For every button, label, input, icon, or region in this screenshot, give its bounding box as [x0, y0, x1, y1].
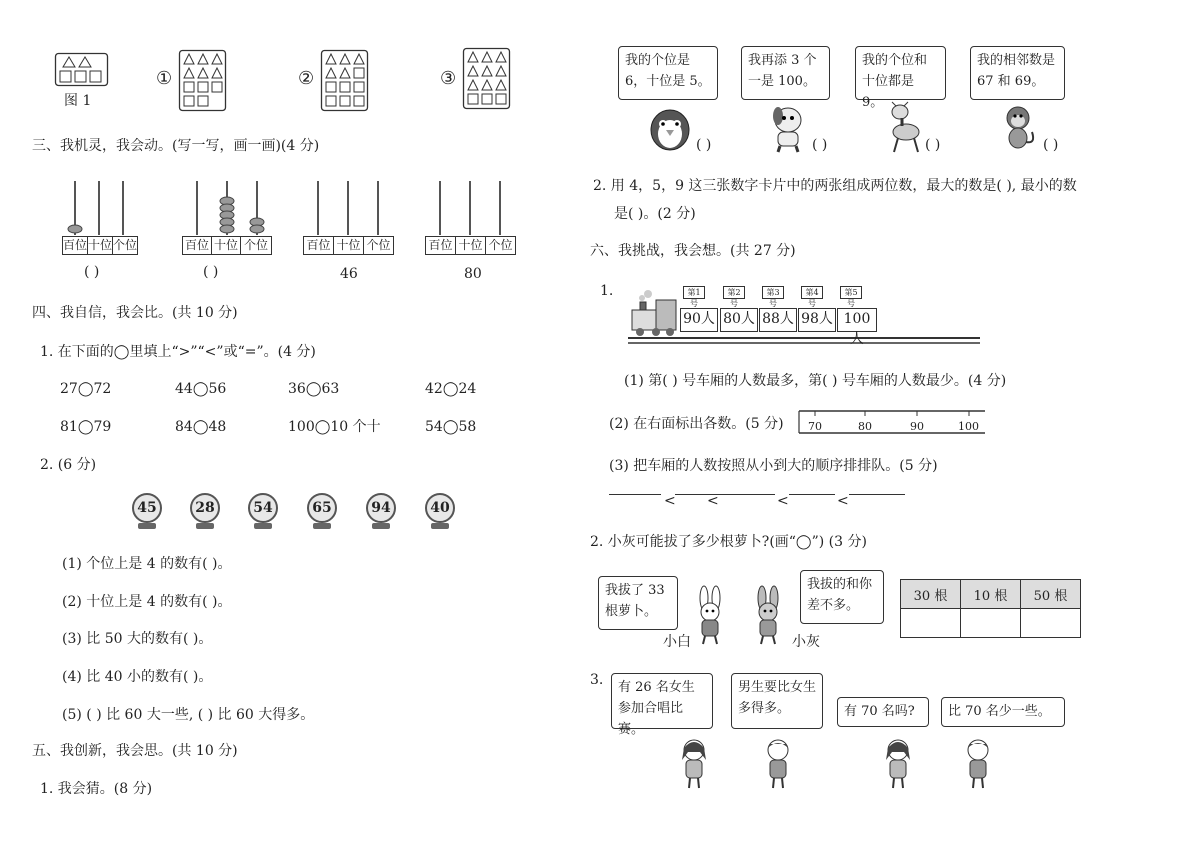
figure-option-1 [179, 50, 227, 112]
train-car-4: 98人 [798, 308, 836, 332]
section-6-q1-number: 1. [600, 283, 614, 299]
carrot-option-label: 50 根 [1021, 580, 1081, 609]
train-car-5: 100人 [837, 308, 877, 332]
number-medal: 65 [307, 493, 337, 523]
sub-question-4[interactable]: (4) 比 40 小的数有( )。 [62, 669, 213, 685]
speech-bubble-xiaobai: 我拔了 33 根萝卜。 [598, 576, 678, 630]
guess-answer-penguin[interactable]: ( ) [696, 137, 712, 153]
guess-answer-dog[interactable]: ( ) [812, 137, 828, 153]
locomotive-icon [630, 296, 680, 336]
section-4-q2: 2. (6 分) [40, 457, 97, 473]
train-car-1: 90人 [680, 308, 718, 332]
section-6-title: 六、我挑战，我会想。(共 27 分) [590, 243, 796, 259]
figure-label-2: ② [298, 68, 315, 89]
section-4-title: 四、我自信，我会比。(共 10 分) [32, 305, 238, 321]
carrot-option-answer-cell[interactable] [901, 609, 961, 638]
section-6-sub1[interactable]: (1) 第( ) 号车厢的人数最多，第( ) 号车厢的人数最少。(4 分) [624, 373, 1007, 389]
name-xiaohui: 小灰 [792, 634, 820, 650]
less-than-sign: < [664, 493, 676, 509]
compare-item[interactable]: 84◯48 [175, 419, 227, 435]
car-flag-1: 第1号 [683, 286, 705, 299]
train-car-2: 80人 [720, 308, 758, 332]
less-than-sign: < [837, 493, 849, 509]
figure-label-3: ③ [440, 68, 457, 89]
girl-icon [880, 738, 916, 788]
speech-bubble-monkey: 我的相邻数是 67 和 69。 [970, 46, 1065, 100]
speech-bubble-penguin: 我的个位是 6，十位是 5。 [618, 46, 718, 100]
abacus-4-rods [427, 181, 499, 237]
sub-question-2[interactable]: (2) 十位上是 4 的数有( )。 [62, 594, 232, 610]
car-flag-4: 第4号 [801, 286, 823, 299]
number-line-tick: 90 [910, 420, 924, 433]
dog-icon [768, 104, 808, 152]
number-line-tick: 80 [858, 420, 872, 433]
sub-question-3[interactable]: (3) 比 50 大的数有( )。 [62, 631, 213, 647]
section-5-title: 五、我创新，我会思。(共 10 分) [32, 743, 238, 759]
order-blank[interactable] [719, 494, 775, 495]
boy-icon [960, 738, 996, 788]
compare-item[interactable]: 100◯10 个十 [288, 419, 381, 435]
compare-item[interactable]: 44◯56 [175, 381, 227, 397]
figure-option-3 [463, 48, 511, 110]
abacus-1-label-tens: 十位 [87, 236, 113, 255]
compare-item[interactable]: 42◯24 [425, 381, 477, 397]
abacus-4-number: 80 [464, 266, 482, 282]
sub-question-5[interactable]: (5) ( ) 比 60 大一些, ( ) 比 60 大得多。 [62, 707, 315, 723]
abacus-2-answer[interactable]: ( ) [203, 264, 219, 280]
guess-answer-deer[interactable]: ( ) [925, 137, 941, 153]
right-q2-line2: 是( )。(2 分) [614, 206, 696, 222]
speech-bubble-girl-2: 有 70 名吗? [837, 697, 929, 727]
speech-bubble-boy-1: 男生要比女生多得多。 [731, 673, 823, 729]
section-6-sub2: (2) 在右面标出各数。(5 分) [609, 416, 784, 432]
abacus-1-rods [63, 181, 135, 237]
section-6-q2: 2. 小灰可能拔了多少根萝卜?(画“◯”) (3 分) [590, 534, 867, 550]
compare-item[interactable]: 36◯63 [288, 381, 340, 397]
abacus-1-label-hundreds: 百位 [62, 236, 88, 255]
sub-question-1[interactable]: (1) 个位上是 4 的数有( )。 [62, 556, 232, 572]
section-5-q1: 1. 我会猜。(8 分) [40, 781, 153, 797]
carrot-option-label: 30 根 [901, 580, 961, 609]
section-4-q1: 1. 在下面的◯里填上“>”“<”或“=”。(4 分) [40, 344, 316, 360]
less-than-sign: < [707, 493, 719, 509]
train-car-3: 88人 [759, 308, 797, 332]
number-medal: 28 [190, 493, 220, 523]
abacus-4-label-ones: 个位 [485, 236, 516, 255]
abacus-3-label-hundreds: 百位 [303, 236, 334, 255]
number-medal: 94 [366, 493, 396, 523]
less-than-sign: < [777, 493, 789, 509]
monkey-icon [998, 104, 1038, 152]
speech-bubble-boy-2: 比 70 名少一些。 [941, 697, 1065, 727]
speech-bubble-deer: 我的个位和十位都是 9。 [855, 46, 946, 100]
car-flag-3: 第3号 [762, 286, 784, 299]
abacus-4-label-hundreds: 百位 [425, 236, 456, 255]
car-flag-2: 第2号 [723, 286, 745, 299]
carrot-option-answer-cell[interactable] [1021, 609, 1081, 638]
section-3-title: 三、我机灵，我会动。(写一写，画一画)(4 分) [32, 138, 320, 154]
rail-track [628, 337, 982, 345]
speech-bubble-girl-1: 有 26 名女生参加合唱比赛。 [611, 673, 713, 729]
right-q2-line1: 2. 用 4，5，9 这三张数字卡片中的两张组成两位数，最大的数是( ), 最小的数 [593, 178, 1077, 194]
abacus-4-label-tens: 十位 [455, 236, 486, 255]
figure-1-caption: 图 1 [64, 93, 92, 109]
abacus-2-label-hundreds: 百位 [182, 236, 212, 255]
figure-option-2 [321, 50, 369, 112]
number-medal: 40 [425, 493, 455, 523]
abacus-3-label-tens: 十位 [333, 236, 364, 255]
order-blank[interactable] [789, 494, 835, 495]
penguin-icon [648, 106, 692, 152]
abacus-1-label-ones: 个位 [112, 236, 138, 255]
number-medal: 45 [132, 493, 162, 523]
order-blank[interactable] [609, 494, 661, 495]
car-flag-5: 第5号 [840, 286, 862, 299]
rabbit-white-icon [690, 588, 730, 644]
carrot-option-answer-cell[interactable] [961, 609, 1021, 638]
abacus-3-number: 46 [340, 266, 358, 282]
speech-bubble-xiaohui: 我拔的和你差不多。 [800, 570, 884, 624]
compare-item[interactable]: 81◯79 [60, 419, 112, 435]
name-xiaobai: 小白 [663, 634, 691, 650]
abacus-2-rods [185, 181, 257, 237]
carrot-options-table [900, 579, 1081, 638]
section-6-q3-number: 3. [590, 672, 604, 688]
deer-icon [884, 102, 924, 152]
abacus-2-label-tens: 十位 [211, 236, 241, 255]
boy-icon [760, 738, 796, 788]
compare-item[interactable]: 54◯58 [425, 419, 477, 435]
figure-1-shapes [55, 53, 109, 87]
abacus-2-label-ones: 个位 [240, 236, 272, 255]
compare-item[interactable]: 27◯72 [60, 381, 112, 397]
guess-answer-monkey[interactable]: ( ) [1043, 137, 1059, 153]
carrot-option-label: 10 根 [961, 580, 1021, 609]
figure-label-1: ① [156, 68, 173, 89]
girl-icon [676, 738, 712, 788]
number-line-tick: 100 [958, 420, 979, 433]
abacus-3-label-ones: 个位 [363, 236, 394, 255]
section-6-sub3: (3) 把车厢的人数按照从小到大的顺序排排队。(5 分) [609, 458, 938, 474]
number-line-tick: 70 [808, 420, 822, 433]
speech-bubble-dog: 我再添 3 个一是 100。 [741, 46, 830, 100]
abacus-3-rods [305, 181, 377, 237]
number-medal: 54 [248, 493, 278, 523]
rabbit-grey-icon [748, 588, 788, 644]
abacus-1-answer[interactable]: ( ) [84, 264, 100, 280]
order-blank[interactable] [849, 494, 905, 495]
